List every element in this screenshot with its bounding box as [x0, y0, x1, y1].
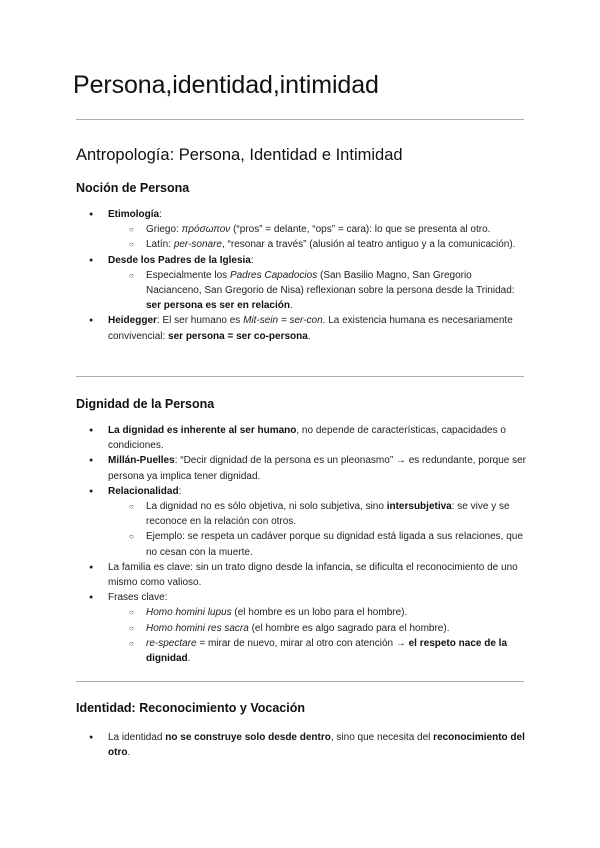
subheading-dignidad: Dignidad de la Persona [76, 397, 215, 411]
list-item-homo-lupus: ○ Homo homini lupus (el hombre es un lobo para el hombre). [76, 605, 526, 620]
list-item-ejemplo: ○ Ejemplo: se respeta un cadáver porque su dignidad está ligada a sus relaciones, que no cesan con la muerte. [76, 529, 526, 559]
document-title: Persona,identidad,intimidad [73, 71, 379, 99]
divider [76, 119, 524, 120]
list-item-padres: ● Desde los Padres de la Iglesia: ○ Especialmente los Padres Capadocios (San Basilio Magno, San Gregorio Nacianceno, San Gregorio de Nisa) reflexionan sobre la persona desde la Trinidad: ser persona es ser en relación. [76, 253, 526, 314]
list-item-relacionalidad: ● Relacionalidad: ○ La dignidad no es sólo objetiva, ni solo subjetiva, sino intersubjetiva: se vive y se reconoce en la relación con otros. ○ Ejemplo: se respeta un cadáver porque su dignidad está ligada a sus relaciones, que no cesan con la muerte. [76, 484, 526, 560]
list-item-etimologia: ● Etimología: ○ Griego: πρόσωπον (“pros” = delante, “ops” = cara): lo que se presenta al otro. ○ Latín: per-sonare, “resonar a través” (alusión al teatro antiguo y a la comunicación). [76, 207, 526, 253]
dignidad-list [76, 423, 526, 666]
list-item-homo-sacra: ○ Homo homini res sacra (el hombre es algo sagrado para el hombre). [76, 621, 526, 636]
list-item-identidad: ● La identidad no se construye solo desde dentro, sino que necesita del reconocimiento del otro. [76, 730, 526, 760]
list-item-millan-puelles: ● Millán-Puelles: “Decir dignidad de la persona es un pleonasmo” → es redundante, porque ser persona ya implica tener dignidad. [76, 453, 526, 483]
subheading-identidad: Identidad: Reconocimiento y Vocación [76, 701, 305, 715]
list-item-respectare: ○ re-spectare = mirar de nuevo, mirar al otro con atención → el respeto nace de la dignidad. [76, 636, 526, 666]
list-item-frases-clave: ● Frases clave: ○ Homo homini lupus (el hombre es un lobo para el hombre). ○ Homo homini res sacra (el hombre es algo sagrado para el hombre). ○ re-spectare = mirar de nuevo, mirar al otro con atención → el respeto nace de la dignidad. [76, 590, 526, 666]
section-heading-antropologia: Antropología: Persona, Identidad e Intimidad [76, 146, 403, 164]
list-item-capadocios: ○ Especialmente los Padres Capadocios (San Basilio Magno, San Gregorio Nacianceno, San Gregorio de Nisa) reflexionan sobre la persona desde la Trinidad: ser persona es ser en relación. [76, 268, 526, 314]
list-item-latin: ○ Latín: per-sonare, “resonar a través” (alusión al teatro antiguo y a la comunicación). [76, 237, 526, 252]
divider [76, 681, 524, 682]
nocion-persona-list [76, 207, 526, 344]
identidad-list [76, 730, 526, 760]
list-item-griego: ○ Griego: πρόσωπον (“pros” = delante, “ops” = cara): lo que se presenta al otro. [76, 222, 526, 237]
list-item-familia: ● La familia es clave: sin un trato digno desde la infancia, se dificulta el reconocimiento de uno mismo como valioso. [76, 560, 526, 590]
list-item-inherente: ● La dignidad es inherente al ser humano, no depende de características, capacidades o condiciones. [76, 423, 526, 453]
list-item-heidegger: ● Heidegger: El ser humano es Mit-sein = ser-con. La existencia humana es necesariamente convivencial: ser persona = ser co-persona. [76, 313, 526, 343]
list-item-intersubjetiva: ○ La dignidad no es sólo objetiva, ni solo subjetiva, sino intersubjetiva: se vive y se reconoce en la relación con otros. [76, 499, 526, 529]
subheading-nocion-persona: Noción de Persona [76, 181, 190, 195]
divider [76, 376, 524, 377]
